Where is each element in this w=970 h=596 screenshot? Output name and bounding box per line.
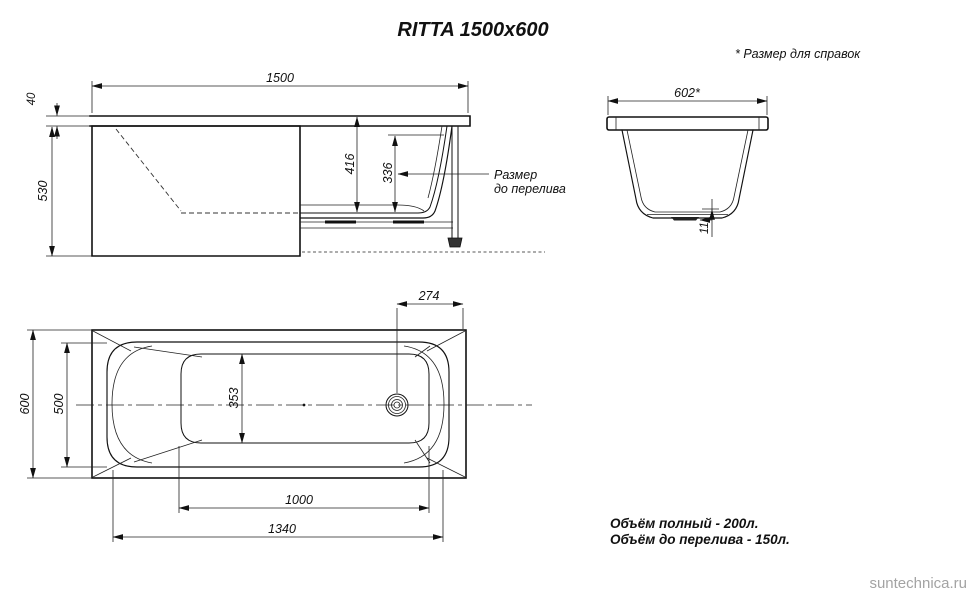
page-title: RITTA 1500x600 [397, 19, 549, 41]
watermark: suntechnica.ru [869, 575, 967, 592]
dim-11: 11 [699, 222, 711, 234]
plan-view [18, 289, 532, 542]
dim-530: 530 [36, 180, 50, 202]
reference-note: * Размер для справок [735, 47, 861, 61]
plan-dim-drain-offset [397, 289, 463, 393]
dim-416: 416 [343, 153, 357, 175]
side-dim-depth [343, 117, 357, 212]
end-drain [671, 217, 699, 221]
overflow-label-2: до перелива [494, 182, 566, 196]
dim-600: 600 [18, 393, 32, 415]
side-hidden-profile [116, 129, 298, 213]
plan-dim-inner-length [113, 470, 443, 542]
volume-overflow: Объём до перелива - 150л. [610, 532, 790, 547]
dim-1500: 1500 [266, 71, 294, 85]
side-leg [448, 127, 462, 247]
plan-dim-bottom-length [179, 446, 429, 513]
side-rim [46, 116, 470, 126]
dim-1000: 1000 [285, 493, 313, 507]
side-dim-overflow [381, 135, 444, 212]
plan-right-end-arc [404, 346, 444, 463]
plan-inner-rim [107, 342, 449, 467]
side-dim-length [92, 71, 468, 113]
overflow-label-1: Размер [494, 168, 538, 182]
side-dim-height [36, 127, 92, 256]
side-frame [300, 222, 453, 228]
plan-dim-bottom-width [227, 354, 242, 443]
side-apron-panel [92, 126, 300, 256]
dim-40: 40 [26, 92, 38, 106]
end-view [607, 86, 768, 237]
end-dim-width [608, 86, 767, 115]
dim-274: 274 [418, 289, 440, 303]
side-foot [448, 238, 462, 247]
dim-602: 602* [674, 86, 700, 100]
overflow-callout [398, 168, 566, 196]
plan-outer-rim [92, 330, 466, 478]
dim-336: 336 [381, 162, 395, 184]
dim-1340: 1340 [268, 522, 296, 536]
side-bowl [300, 126, 452, 218]
dim-500: 500 [52, 393, 66, 415]
annotations [397, 19, 967, 592]
plan-left-end-arc [112, 346, 152, 463]
volume-full: Объём полный - 200л. [610, 516, 759, 531]
end-rim [607, 117, 768, 130]
side-view [26, 71, 566, 256]
plan-corner-diagonals [93, 331, 465, 477]
dim-353: 353 [227, 387, 241, 409]
end-body [622, 130, 753, 218]
